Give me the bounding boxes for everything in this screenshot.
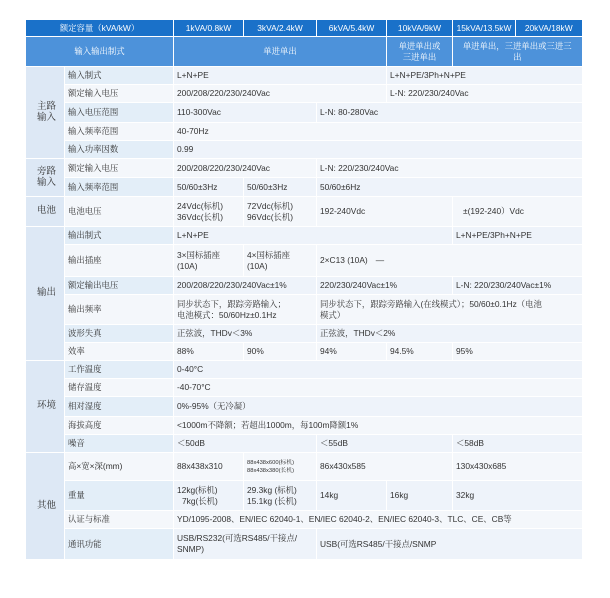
- cell-value: 4×国标插座 (10A): [244, 245, 317, 277]
- io-mode-label: 输入输出制式: [26, 37, 174, 67]
- table-row: [26, 529, 582, 559]
- table-row: [26, 453, 582, 481]
- model-header: 20kVA/18kW: [516, 20, 582, 37]
- cell-value: 3×国标插座 (10A): [174, 245, 244, 277]
- cell-value: 2×C13 (10A) —: [317, 245, 582, 277]
- cell-value: L-N: 220/230/240Vac: [387, 85, 582, 103]
- cell-value: ＜50dB: [174, 435, 317, 453]
- table-row: [26, 379, 582, 397]
- cell-value: ±(192-240）Vdc: [453, 197, 582, 227]
- cell-value: 40-70Hz: [174, 123, 582, 141]
- table-row: [26, 397, 582, 417]
- row-label: 波形失真: [65, 325, 174, 343]
- row-label: 海拔高度: [65, 417, 174, 435]
- cell-value: 130x430x685: [453, 453, 582, 481]
- cell-value: 95%: [453, 343, 582, 361]
- cell-value: 同步状态下，跟踪旁路输入； 电池模式：50/60Hz±0.1Hz: [174, 295, 317, 325]
- row-label: 工作温度: [65, 361, 174, 379]
- model-header: 1kVA/0.8kW: [174, 20, 244, 37]
- row-label: 认证与标准: [65, 511, 174, 529]
- category-main-input: 主路输入: [26, 67, 65, 159]
- cell-value: 200/208/220/230/240Vac: [174, 159, 317, 178]
- table-row: [26, 277, 582, 295]
- row-label: 储存温度: [65, 379, 174, 397]
- row-label: 噪音: [65, 435, 174, 453]
- cell-value: ＜55dB: [317, 435, 453, 453]
- cell-value: 220/230/240Vac±1%: [317, 277, 453, 295]
- cell-value: L-N: 220/230/240Vac±1%: [453, 277, 582, 295]
- cell-value: YD/1095-2008、EN/IEC 62040-1、EN/IEC 62040-2、EN/IEC 62040-3、TLC、CE、CB等: [174, 511, 582, 529]
- cell-value: L+N+PE: [174, 227, 453, 245]
- cell-value: 0-40°C: [174, 361, 582, 379]
- table-row: [26, 481, 582, 511]
- table-row: [26, 417, 582, 435]
- cell-value: 192-240Vdc: [317, 197, 453, 227]
- cell-value: L+N+PE: [174, 67, 387, 85]
- table-row: [26, 295, 582, 325]
- table-row: [26, 227, 582, 245]
- row-label: 相对湿度: [65, 397, 174, 417]
- cell-value: 同步状态下，跟踪旁路输入(在线模式）；50/60±0.1Hz（电池 模式）: [317, 295, 582, 325]
- cell-value: 0%-95%（无冷凝）: [174, 397, 582, 417]
- table-row: [26, 511, 582, 529]
- cell-value: 200/208/220/230/240Vac: [174, 85, 387, 103]
- model-header: 10kVA/9kW: [387, 20, 453, 37]
- header-row: [26, 20, 582, 37]
- cell-value: 14kg: [317, 481, 387, 511]
- cell-value: 16kg: [387, 481, 453, 511]
- cell-value: 50/60±6Hz: [317, 178, 582, 197]
- row-label: 输入频率范围: [65, 178, 174, 197]
- category-battery: 电池: [26, 197, 65, 227]
- cell-value: L+N+PE/3Ph+N+PE: [387, 67, 582, 85]
- table-row: [26, 67, 582, 85]
- cell-value: L+N+PE/3Ph+N+PE: [453, 227, 582, 245]
- cell-value: 50/60±3Hz: [174, 178, 244, 197]
- table-row: [26, 343, 582, 361]
- cell-value: USB/RS232(可选RS485/干接点/ SNMP): [174, 529, 317, 559]
- cell-value: 50/60±3Hz: [244, 178, 317, 197]
- row-label: 高×宽×深(mm): [65, 453, 174, 481]
- row-label: 电池电压: [65, 197, 174, 227]
- spec-table: [25, 19, 582, 559]
- cell-value: 29.3kg (标机) 15.1kg (长机): [244, 481, 317, 511]
- cell-value: 88%: [174, 343, 244, 361]
- table-row: [26, 361, 582, 379]
- cell-value: 110-300Vac: [174, 103, 317, 123]
- row-label: 额定输入电压: [65, 85, 174, 103]
- cell-value: 24Vdc(标机) 36Vdc(长机): [174, 197, 244, 227]
- cell-value: 0.99: [174, 141, 582, 159]
- row-label: 输入频率范围: [65, 123, 174, 141]
- row-label: 输出制式: [65, 227, 174, 245]
- cell-value: 88x438x310: [174, 453, 244, 481]
- category-environment: 环境: [26, 361, 65, 453]
- cell-value: 88x438x600(标机) 88x438x380(长机): [244, 453, 317, 481]
- io-mode-all: 单进单出，三进单出或三进三出: [453, 37, 582, 67]
- table-row: [26, 141, 582, 159]
- table-row: [26, 85, 582, 103]
- table-row: [26, 435, 582, 453]
- row-label: 效率: [65, 343, 174, 361]
- category-output: 输出: [26, 227, 65, 361]
- table-row: [26, 197, 582, 227]
- table-row: [26, 123, 582, 141]
- row-label: 输入功率因数: [65, 141, 174, 159]
- table-row: [26, 159, 582, 178]
- cell-value: -40-70°C: [174, 379, 582, 397]
- cell-value: 86x430x585: [317, 453, 453, 481]
- row-label: 输入电压范围: [65, 103, 174, 123]
- io-mode-single-or-three: 单进单出或三进单出: [387, 37, 453, 67]
- row-label: 额定输入电压: [65, 159, 174, 178]
- cell-value: 94.5%: [387, 343, 453, 361]
- row-label: 重量: [65, 481, 174, 511]
- cell-value: <1000m不降额；若超出1000m，每100m降额1%: [174, 417, 582, 435]
- table-row: [26, 325, 582, 343]
- category-other: 其他: [26, 453, 65, 559]
- cell-value: 90%: [244, 343, 317, 361]
- cell-value: 正弦波，THDv＜2%: [317, 325, 582, 343]
- io-mode-row: [26, 37, 582, 67]
- cell-value: ＜58dB: [453, 435, 582, 453]
- row-label: 输入制式: [65, 67, 174, 85]
- cell-value: 32kg: [453, 481, 582, 511]
- cell-value: 12kg(标机) 7kg(长机): [174, 481, 244, 511]
- model-header: 3kVA/2.4kW: [244, 20, 317, 37]
- table-row: [26, 103, 582, 123]
- cell-value: L-N: 220/230/240Vac: [317, 159, 582, 178]
- cell-value: USB(可选RS485/干接点/SNMP: [317, 529, 582, 559]
- table-row: [26, 245, 582, 277]
- table-row: [26, 178, 582, 197]
- cell-value: 200/208/220/230/240Vac±1%: [174, 277, 317, 295]
- cell-value: 72Vdc(标机) 96Vdc(长机): [244, 197, 317, 227]
- row-label: 输出频率: [65, 295, 174, 325]
- cell-value: 正弦波，THDv＜3%: [174, 325, 317, 343]
- category-bypass-input: 旁路输入: [26, 159, 65, 197]
- row-label: 通讯功能: [65, 529, 174, 559]
- row-label: 输出插座: [65, 245, 174, 277]
- cell-value: L-N: 80-280Vac: [317, 103, 582, 123]
- model-header: 15kVA/13.5kW: [453, 20, 516, 37]
- row-label: 额定输出电压: [65, 277, 174, 295]
- io-mode-single: 单进单出: [174, 37, 387, 67]
- cell-value: 94%: [317, 343, 387, 361]
- model-header: 6kVA/5.4kW: [317, 20, 387, 37]
- rated-capacity-header: 额定容量（kVA/kW）: [26, 20, 174, 37]
